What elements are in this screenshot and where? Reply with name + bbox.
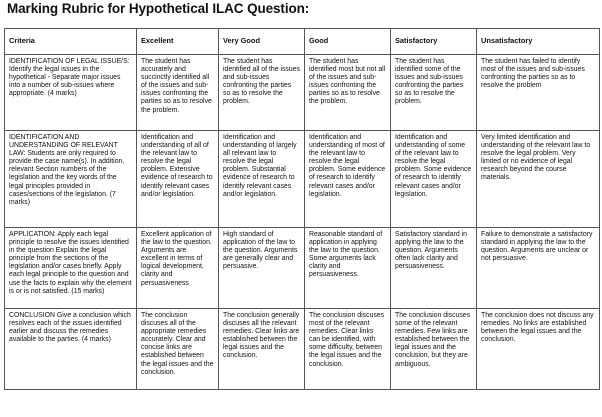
- table-row: [5, 131, 600, 228]
- criteria-cell: CONCLUSION Give a conclusion which resolves each of the issues identified earlier and discuss the remedies available to the parties. (4 marks): [5, 309, 137, 390]
- page-title: Marking Rubric for Hypothetical ILAC Question:: [7, 1, 310, 16]
- satisfactory-cell: The conclusion discuses some of the relevant remedies. Few links are established between the legal issues and the conclusion, but they are ambiguous.: [391, 309, 477, 390]
- criteria-cell: APPLICATION: Apply each legal principle to resolve the issues identified in the question Explain the legal principle from the sections of the legislation and/or cases briefly. Apply each legal principle to the question and use the facts to explain why the element is or is not satisfied. (15 marks): [5, 228, 137, 309]
- rubric-table: [4, 28, 600, 390]
- column-header-good: Good: [305, 29, 391, 55]
- excellent-cell: The conclusion discuses all of the appropriate remedies accurately. Clear and concise links are established between the legal issues and the conclusion.: [137, 309, 219, 390]
- satisfactory-cell: The student has identified some of the issues and sub-issues confronting the parties so as to resolve the problem.: [391, 55, 477, 131]
- very-good-cell: The student has identified all of the issues and sub-issues confronting the parties so as to resolve the problem.: [219, 55, 305, 131]
- table-row: [5, 55, 600, 131]
- excellent-cell: The student has accurately and succinctly identified all of the issues and sub-issues confronting the parties so as to resolve the problem.: [137, 55, 219, 131]
- table-row: [5, 309, 600, 390]
- satisfactory-cell: Identification and understanding of some of the relevant law to resolve the legal problem. Some evidence of research to identify relevant cases and/or legislation.: [391, 131, 477, 228]
- column-header-criteria: Criteria: [5, 29, 137, 55]
- criteria-cell: IDENTIFICATION AND UNDERSTANDING OF RELEVANT LAW: Students are only required to provide the case name(s). In addition, relevant Section numbers of the legislation and the key words of the legal principles provided in cases/sections of the legislation. (7 marks): [5, 131, 137, 228]
- column-header-very-good: Very Good: [219, 29, 305, 55]
- table-row: [5, 228, 600, 309]
- excellent-cell: Excellent application of the law to the question. Arguments are excellent in terms of logical development, clarity and persuasiveness: [137, 228, 219, 309]
- unsatisfactory-cell: The student has failed to identify most of the issues and sub-issues confronting the parties so as to resolve the problem: [477, 55, 600, 131]
- unsatisfactory-cell: The conclusion does not discuss any remedies. No links are established between the legal issues and the conclusion.: [477, 309, 600, 390]
- table-header-row: [5, 29, 600, 55]
- unsatisfactory-cell: Very limited identification and understanding of the relevant law to resolve the legal problem. Very limited or no evidence of legal research beyond the course materials.: [477, 131, 600, 228]
- very-good-cell: High standard of application of the law to the question. Arguments are generally clear and persuasive.: [219, 228, 305, 309]
- very-good-cell: Identification and understanding of largely all relevant law to resolve the legal problem. Substantial evidence of research to identify relevant cases and/or legislation.: [219, 131, 305, 228]
- good-cell: Identification and understanding of most of the relevant law to resolve the legal problem. Some evidence of research to identify relevant cases and/or legislation.: [305, 131, 391, 228]
- column-header-unsatisfactory: Unsatisfactory: [477, 29, 600, 55]
- unsatisfactory-cell: Failure to demonstrate a satisfactory standard in applying the law to the question. Arguments are unclear or not persuasive.: [477, 228, 600, 309]
- column-header-satisfactory: Satisfactory: [391, 29, 477, 55]
- good-cell: Reasonable standard of application in applying the law to the question. Some arguments lack clarity and persuasiveness.: [305, 228, 391, 309]
- very-good-cell: The conclusion generally discuses all the relevant remedies. Clear links are established between the legal issues and the conclusion.: [219, 309, 305, 390]
- column-header-excellent: Excellent: [137, 29, 219, 55]
- good-cell: The conclusion discuses most of the relevant remedies. Clear links can be identified, with some difficulty, between the legal issues and the conclusion.: [305, 309, 391, 390]
- good-cell: The student has identified most but not all of the issues and sub-issues confronting the parties so as to resolve the problem.: [305, 55, 391, 131]
- satisfactory-cell: Satisfactory standard in applying the law to the question. Arguments often lack clarity and persuasiveness.: [391, 228, 477, 309]
- excellent-cell: Identification and understanding of all of the relevant law to resolve the legal problem. Extensive evidence of research to identify relevant cases and/or legislation.: [137, 131, 219, 228]
- criteria-cell: IDENTIFICATION OF LEGAL ISSUE/S: Identify the legal issues in the hypothetical - Separate major issues into a number of sub-issues where appropriate. (4 marks): [5, 55, 137, 131]
